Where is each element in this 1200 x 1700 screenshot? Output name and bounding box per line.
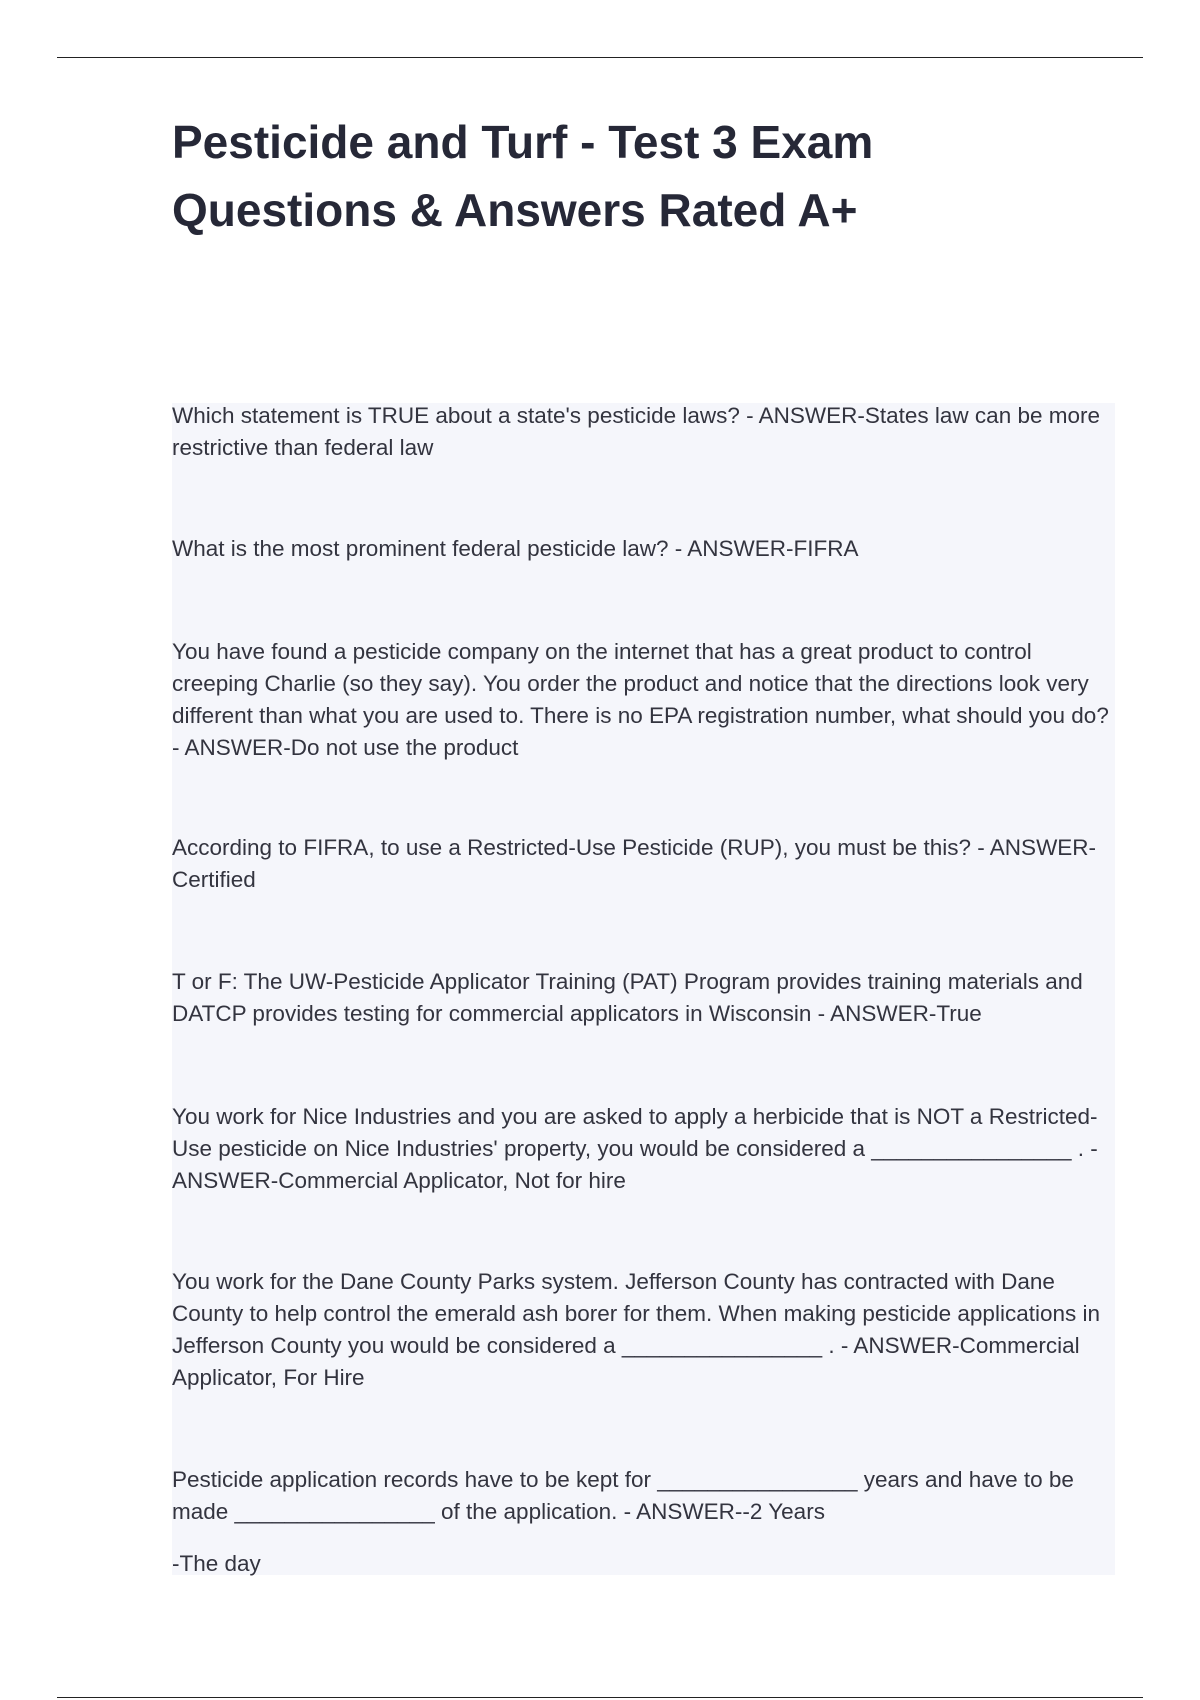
qa-text: You work for Nice Industries and you are asked to apply a herbicide that is NOT a Restricted-Use pesticide on Nice Industries' property, you would be considered a ________________ . - ANSWER-Commercial Applicator, Not for hire [172, 1104, 1098, 1193]
qa-text: You work for the Dane County Parks system. Jefferson County has contracted with Dane County to help control the emerald ash borer for them. When making pesticide applications in Jefferson County you would be considered a ________________ . - ANSWER-Commercial Applicator, For Hire [172, 1269, 1100, 1390]
qa-text: You have found a pesticide company on the internet that has a great product to control creeping Charlie (so they say). You order the product and notice that the directions look very different than what you are used to. There is no EPA registration number, what should you do? - ANSWER-Do not use the product [172, 639, 1109, 760]
qa-item-6 [172, 1101, 1122, 1197]
qa-text: According to FIFRA, to use a Restricted-Use Pesticide (RUP), you must be this? - ANSWER-Certified [172, 835, 1097, 892]
document-title [172, 108, 1072, 244]
title-line-1: Pesticide and Turf - Test 3 Exam [172, 116, 874, 168]
qa-item-5 [172, 966, 1122, 1030]
qa-text: What is the most prominent federal pesticide law? - ANSWER-FIFRA [172, 536, 859, 561]
qa-text: T or F: The UW-Pesticide Applicator Training (PAT) Program provides training materials and DATCP provides testing for commercial applicators in Wisconsin - ANSWER-True [172, 969, 1083, 1026]
qa-continuation: -The day [172, 1551, 261, 1576]
qa-item-8 [172, 1464, 1122, 1580]
qa-text: Which statement is TRUE about a state's pesticide laws? - ANSWER-States law can be more restrictive than federal law [172, 403, 1101, 460]
qa-text: Pesticide application records have to be kept for ________________ years and have to be made ________________ of the application. - ANSWER--2 Years [172, 1467, 1074, 1524]
qa-item-4 [172, 832, 1122, 896]
title-line-2: Questions & Answers Rated A+ [172, 184, 858, 236]
qa-item-7 [172, 1266, 1122, 1394]
qa-item-3 [172, 636, 1122, 764]
qa-item-1 [172, 400, 1122, 464]
qa-item-2 [172, 533, 1122, 565]
header-rule [57, 57, 1143, 58]
footer-rule [57, 1697, 1143, 1698]
